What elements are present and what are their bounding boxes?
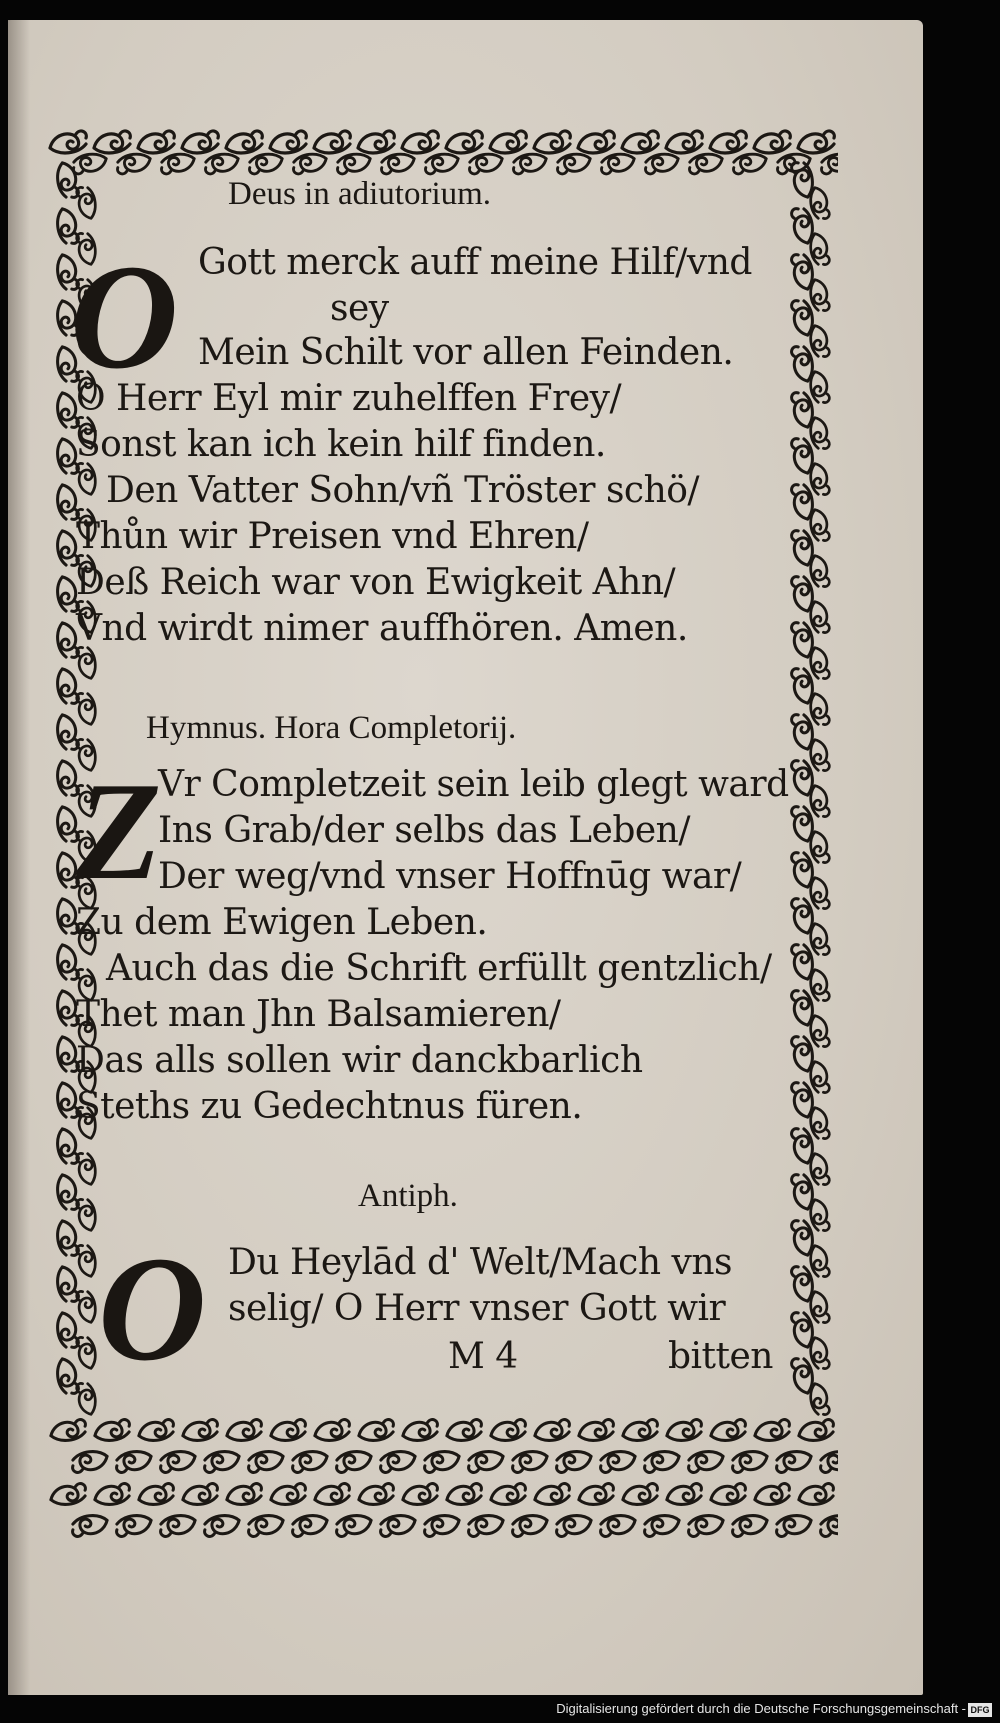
verse-line: Thet man Jhn Balsamieren/ xyxy=(76,994,561,1035)
digitization-footer xyxy=(0,1698,1000,1723)
section-heading-deus: Deus in adiutorium. xyxy=(228,176,492,212)
verse-line: Steths zu Gedechtnus füren. xyxy=(76,1086,583,1127)
verse-line: Deß Reich war von Ewigkeit Ahn/ xyxy=(76,562,676,603)
verse-line: Thůn wir Preisen vnd Ehren/ xyxy=(76,516,589,557)
verse-line: Vr Completzeit sein leib glegt ward xyxy=(158,764,789,805)
dfg-logo: DFG xyxy=(968,1703,992,1717)
verse-line: Gott merck auff meine Hilf/vnd xyxy=(198,242,752,283)
ornament-border-right xyxy=(784,120,840,1554)
verse-line: Den Vatter Sohn/vñ Tröster schö/ xyxy=(106,470,700,511)
verse-line: Das alls sollen wir danckbarlich xyxy=(76,1040,643,1081)
section-heading-antiph: Antiph. xyxy=(358,1178,458,1214)
page-gutter-shadow xyxy=(8,20,30,1695)
ornament-border-top xyxy=(48,120,838,182)
verse-line: sey xyxy=(330,288,389,329)
verse-line: Du Heylād d' Welt/Mach vns xyxy=(228,1242,732,1283)
decorated-initial-o-antiph: O xyxy=(98,1226,207,1392)
verse-line: Vnd wirdt nimer auffhören. Amen. xyxy=(76,608,688,649)
book-page xyxy=(8,20,923,1695)
verse-line: Der weg/vnd vnser Hoffnūg war/ xyxy=(158,856,742,897)
verse-line: Sonst kan ich kein hilf finden. xyxy=(76,424,606,465)
decorated-initial-o: O xyxy=(70,234,179,400)
verse-line: O Herr Eyl mir zuhelffen Frey/ xyxy=(76,378,622,419)
catchword: bitten xyxy=(668,1336,773,1377)
funding-credit: Digitalisierung gefördert durch die Deutsche Forschungsgemeinschaft - xyxy=(556,1701,966,1716)
verse-line: Auch das die Schrift erfüllt gentzlich/ xyxy=(106,948,772,989)
ornament-border-bottom xyxy=(48,1412,838,1554)
decorated-initial-z: Z xyxy=(76,754,162,909)
verse-line: Ins Grab/der selbs das Leben/ xyxy=(158,810,690,851)
section-heading-hymnus: Hymnus. Hora Completorij. xyxy=(146,710,517,746)
verse-line: selig/ O Herr vnser Gott wir xyxy=(228,1288,726,1329)
printer-signature: M 4 xyxy=(448,1336,518,1377)
verse-line: Zu dem Ewigen Leben. xyxy=(76,902,488,943)
verse-line: Mein Schilt vor allen Feinden. xyxy=(198,332,734,373)
